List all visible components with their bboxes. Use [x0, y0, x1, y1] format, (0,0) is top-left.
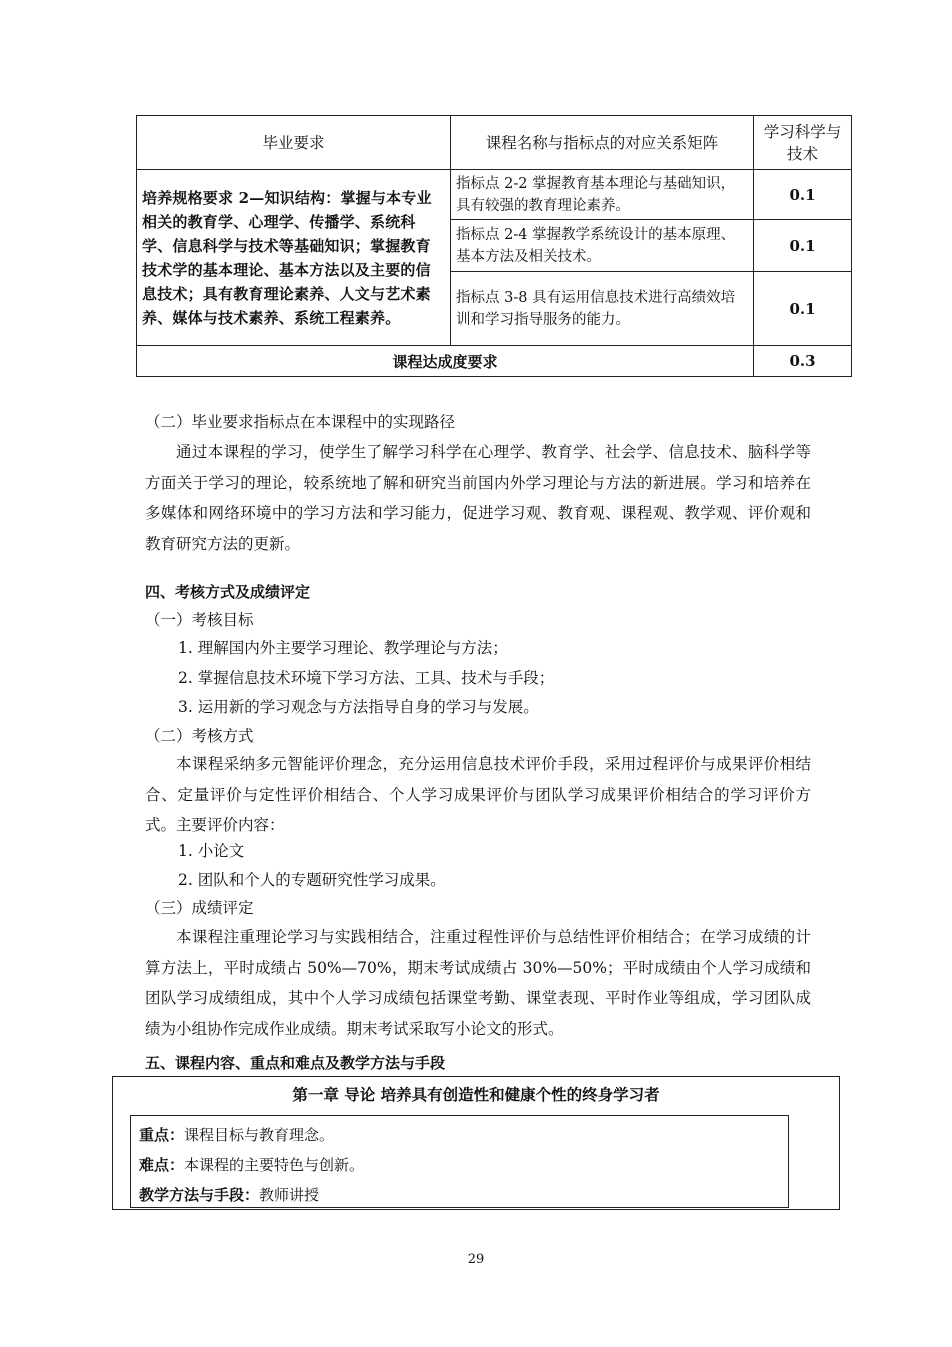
goal-item: 3. 运用新的学习观念与方法指导自身的学习与发展。 — [178, 698, 539, 716]
indicator-matrix-table — [136, 115, 852, 377]
section2-paragraph: 通过本课程的学习，使学生了解学习科学在心理学、教育学、社会学、信息技术、脑科学等方面关于学习的理论，较系统地了解和研究当前国内外学习理论与方法的新进展。学习和培养在多媒体和网络环境中的学习方法和学习能力，促进学习观、教育观、课程观、教学观、评价观和教育研究方法的更新。 — [145, 443, 811, 553]
total-label: 课程达成度要求 — [137, 346, 754, 377]
difficulty-text: 本课程的主要特色与创新。 — [184, 1156, 365, 1174]
chapter-box — [112, 1076, 840, 1210]
table-row — [137, 170, 852, 220]
chapter-title: 第一章 导论 培养具有创造性和健康个性的终身学习者 — [292, 1086, 660, 1104]
table-header-row — [137, 116, 852, 170]
chapter-details — [130, 1115, 789, 1208]
difficulty-label: 难点： — [139, 1156, 185, 1174]
total-value: 0.3 — [754, 346, 852, 377]
header-matrix: 课程名称与指标点的对应关系矩阵 — [451, 116, 754, 170]
content-item: 2. 团队和个人的专题研究性学习成果。 — [178, 871, 446, 889]
method-line — [139, 1184, 319, 1205]
header-requirement: 毕业要求 — [137, 116, 451, 170]
requirement-cell: 培养规格要求 2—知识结构：掌握与本专业相关的教育学、心理学、传播学、系统科学、信息科学与技术等基础知识；掌握教育技术学的基本理论、基本方法以及主要的信息技术；具有教育理论素养、人文与艺术素养、媒体与技术素养、系统工程素养。 — [137, 170, 451, 346]
value-cell: 0.1 — [754, 220, 852, 272]
goal-item: 2. 掌握信息技术环境下学习方法、工具、技术与手段； — [178, 669, 555, 687]
method-label: 教学方法与手段： — [139, 1186, 260, 1204]
value-cell: 0.1 — [754, 272, 852, 346]
section2-heading: （二）毕业要求指标点在本课程中的实现路径 — [145, 413, 456, 431]
page-number: 29 — [467, 1252, 485, 1267]
method-paragraph: 本课程采纳多元智能评价理念，充分运用信息技术评价手段，采用过程评价与成果评价相结合、定量评价与定性评价相结合、个人学习成果评价与团队学习成果评价相结合的学习评价方式。主要评价内容： — [145, 755, 811, 834]
section4-sub2: （二）考核方式 — [145, 727, 254, 745]
section4-heading: 四、考核方式及成绩评定 — [145, 583, 311, 601]
grade-paragraph: 本课程注重理论学习与实践相结合，注重过程性评价与总结性评价相结合；在学习成绩的计算方法上，平时成绩占 50%—70%，期末考试成绩占 30%—50%；平时成绩由个人学习成绩和团队学习成绩组成，其中个人学习成绩包括课堂考勤、课堂表现、平时作业等组成，学习团队成绩为小组协作完成作业成绩。期末考试采取写小论文的形式。 — [145, 928, 811, 1038]
method-text: 教师讲授 — [259, 1186, 320, 1204]
indicator-cell: 指标点 2-2 掌握教育基本理论与基础知识，具有较强的教育理论素养。 — [451, 170, 754, 220]
section5-heading: 五、课程内容、重点和难点及教学方法与手段 — [145, 1054, 446, 1072]
indicator-cell: 指标点 2-4 掌握教学系统设计的基本原理、基本方法及相关技术。 — [451, 220, 754, 272]
indicator-cell: 指标点 3-8 具有运用信息技术进行高绩效培训和学习指导服务的能力。 — [451, 272, 754, 346]
table-total-row — [137, 346, 852, 377]
key-text: 课程目标与教育理念。 — [184, 1126, 335, 1144]
content-item: 1. 小论文 — [178, 842, 245, 860]
key-point-line — [139, 1124, 334, 1145]
section4-sub3: （三）成绩评定 — [145, 899, 254, 917]
value-cell: 0.1 — [754, 170, 852, 220]
key-label: 重点： — [139, 1126, 185, 1144]
header-course: 学习科学与技术 — [754, 116, 852, 170]
goal-item: 1. 理解国内外主要学习理论、教学理论与方法； — [178, 639, 508, 657]
section4-sub1: （一）考核目标 — [145, 611, 254, 629]
difficulty-line — [139, 1154, 364, 1175]
